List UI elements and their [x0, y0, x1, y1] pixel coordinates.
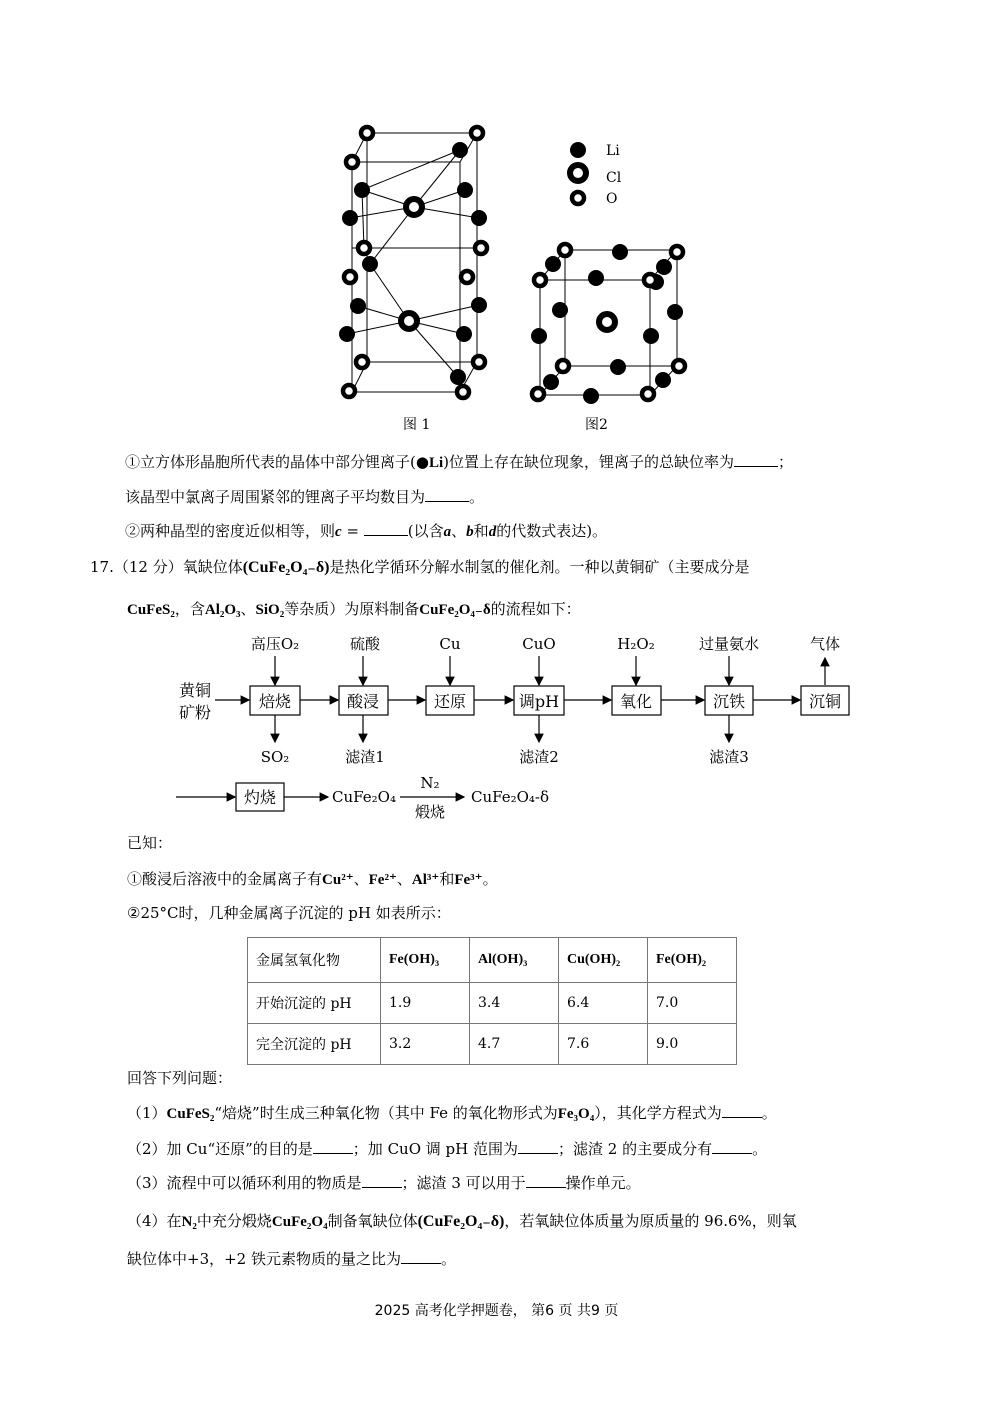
legend-o-symbol [572, 192, 584, 204]
question-3: （3）流程中可以循环利用的物质是 ；滤渣 3 可以用于 操作单元。 [127, 1174, 641, 1192]
output-residue1: 滤渣1 [345, 748, 385, 766]
q17-intro-line2: CuFeS₂，含Al₂O₃、SiO₂等杂质）为原料制备CuFe₂O₄₋δ的流程如下： [127, 600, 581, 618]
table-header-cell: Cu(OH)₂ [559, 938, 648, 983]
legend-o-label: O [606, 191, 618, 207]
figure2-caption: 图2 [585, 417, 608, 433]
question-2: （2）加 Cu“还原”的目的是 ；加 CuO 调 pH 范围为 ；滤渣 2 的主要成分有 。 [127, 1140, 768, 1158]
table-cell: 4.7 [470, 1024, 559, 1065]
figure1-caption: 图 1 [403, 417, 431, 433]
answer-blank[interactable] [526, 1172, 566, 1188]
raw-material-line2: 矿粉 [178, 703, 212, 722]
output-residue2: 滤渣2 [519, 748, 559, 766]
step-label-oxidize: 氧化 [619, 692, 653, 711]
process-flowchart [170, 625, 860, 825]
question-4-line1: （4）在N₂中充分煅烧CuFe₂O₄制备氧缺位体(CuFe₂O₄₋δ)，若氧缺位体质量为原质量的 96.6%，则氧 [127, 1212, 797, 1230]
condition-forge: 煅烧 [414, 803, 446, 821]
table-cell: 7.0 [648, 983, 737, 1024]
figure1-cl-atoms [401, 199, 422, 329]
page-footer: 2025 高考化学押题卷， 第6 页 共9 页 [374, 1303, 619, 1319]
answer-blank[interactable] [425, 486, 469, 502]
question-4-line2: 缺位体中+3，+2 铁元素物质的量之比为 。 [127, 1250, 457, 1268]
step-label-reduce: 还原 [433, 692, 467, 711]
raw-material-line1: 黄铜 [178, 681, 212, 700]
step-label-roast: 焙烧 [258, 692, 292, 711]
step-label-acid-leach: 酸浸 [346, 692, 380, 711]
table-header-cell: 金属氢氧化物 [248, 938, 381, 983]
answer-blank[interactable] [362, 1172, 402, 1188]
legend-li-label: Li [606, 143, 620, 159]
answer-blank[interactable] [401, 1248, 441, 1264]
input-cuo: CuO [522, 635, 556, 653]
answer-blank[interactable] [734, 451, 778, 467]
answer-blank[interactable] [313, 1138, 353, 1154]
input-sulfuric-acid: 硫酸 [349, 635, 381, 653]
output-residue3: 滤渣3 [709, 748, 749, 766]
input-h2o2: H₂O₂ [617, 635, 655, 653]
input-cu: Cu [439, 635, 461, 653]
q17-intro-line1: 17.（12 分）氧缺位体(CuFe₂O₄₋δ)是热化学循环分解水制氢的催化剂。一种以黄铜矿（主要成分是 [90, 558, 750, 576]
table-row [248, 1024, 737, 1065]
q16-part2: ②两种晶型的密度近似相等，则c = (以含a、b和d的代数式表达)。 [125, 522, 608, 540]
table-cell: 7.6 [559, 1024, 648, 1065]
table-header-row [248, 938, 737, 983]
legend-li-symbol [570, 142, 586, 158]
li-symbol-icon: ● [415, 453, 429, 471]
product-cufe2o4-delta: CuFe₂O₄-δ [470, 788, 550, 806]
table-cell: 6.4 [559, 983, 648, 1024]
step-label-precip-cu: 沉铜 [808, 692, 842, 711]
input-ammonia: 过量氨水 [698, 635, 760, 653]
q16-part1-line1: ①立方体形晶胞所代表的晶体中部分锂离子(●Li)位置上存在缺位现象，锂离子的总缺位率为 ； [125, 453, 794, 471]
output-so2: SO₂ [260, 748, 290, 766]
step-label-precip-fe: 沉铁 [712, 692, 746, 711]
answer-blank[interactable] [712, 1138, 752, 1154]
known-item2: ②25°C时，几种金属离子沉淀的 pH 如表所示： [127, 904, 451, 922]
ph-table [247, 937, 737, 1065]
answer-blank[interactable] [722, 1102, 762, 1118]
table-header-cell: Fe(OH)₂ [648, 938, 737, 983]
output-gas: 气体 [809, 635, 841, 653]
answer-blank[interactable] [364, 520, 408, 536]
table-cell: 1.9 [381, 983, 470, 1024]
step-label-calcine: 灼烧 [243, 788, 277, 807]
q16-part1-line2: 该晶型中氯离子周围紧邻的锂离子平均数目为 。 [125, 488, 485, 506]
crystal-figures [320, 115, 700, 440]
table-cell: 完全沉淀的 pH [248, 1024, 381, 1065]
table-cell: 3.2 [381, 1024, 470, 1065]
figure2-cl-atom [599, 314, 615, 330]
question-1: （1）CuFeS₂“焙烧”时生成三种氧化物（其中 Fe 的氧化物形式为Fe₃O₄），其化学方程式为 。 [127, 1104, 777, 1122]
figure1-li-atoms [339, 142, 487, 385]
table-header-cell: Fe(OH)₃ [381, 938, 470, 983]
legend-cl-label: Cl [606, 170, 622, 186]
table-header-cell: Al(OH)₃ [470, 938, 559, 983]
known-title: 已知： [127, 834, 173, 852]
table-cell: 3.4 [470, 983, 559, 1024]
step-label-adjust-ph: 调pH [518, 692, 560, 711]
legend-cl-symbol [570, 165, 586, 181]
table-cell: 开始沉淀的 pH [248, 983, 381, 1024]
table-row [248, 983, 737, 1024]
questions-intro: 回答下列问题： [127, 1069, 233, 1087]
known-item1: ①酸浸后溶液中的金属离子有Cu²⁺、Fe²⁺、Al³⁺和Fe³⁺。 [127, 870, 498, 888]
condition-n2: N₂ [420, 774, 440, 792]
product-cufe2o4: CuFe₂O₄ [332, 788, 396, 806]
input-o2: 高压O₂ [250, 635, 300, 653]
table-cell: 9.0 [648, 1024, 737, 1065]
answer-blank[interactable] [518, 1138, 558, 1154]
